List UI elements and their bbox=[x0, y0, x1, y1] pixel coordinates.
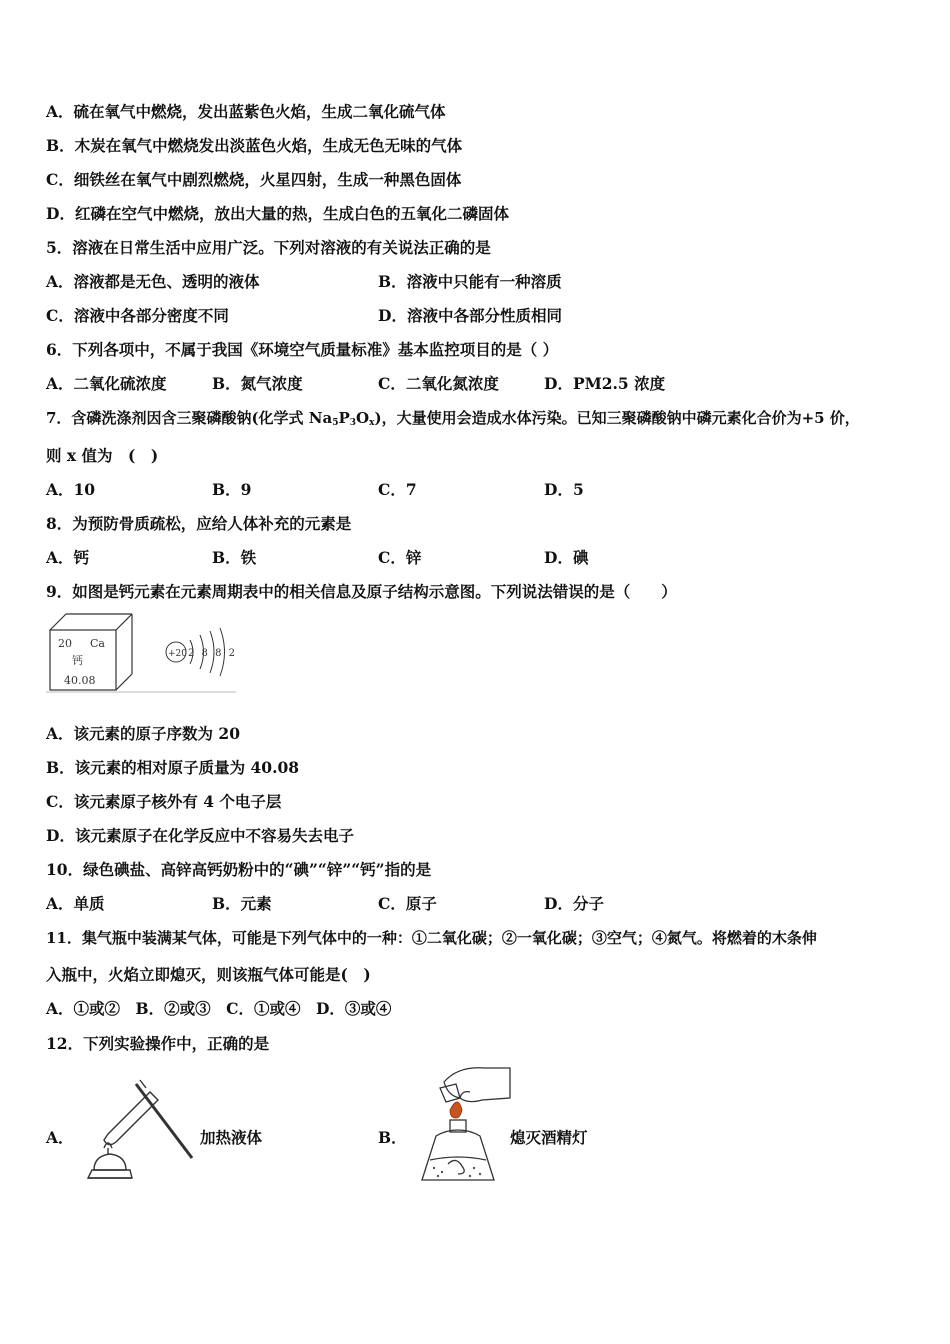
q4-option-b: B．木炭在氧气中燃烧发出淡蓝色火焰，生成无色无味的气体 bbox=[46, 136, 463, 155]
q8-option-c: C．锌 bbox=[378, 548, 422, 567]
q10-option-c: C．原子 bbox=[378, 894, 437, 913]
q8-option-b: B．铁 bbox=[212, 548, 257, 567]
nucleus-charge: +20 bbox=[168, 649, 187, 659]
q6-option-a: A．二氧化硫浓度 bbox=[46, 374, 167, 393]
heating-liquid-illustration bbox=[80, 1078, 198, 1186]
q7-stem-line2: 则 x 值为 ( ) bbox=[46, 446, 159, 465]
q9-option-b: B．该元素的相对原子质量为 40.08 bbox=[46, 758, 300, 777]
tile-atomic-mass: 40.08 bbox=[64, 674, 96, 687]
q12-stem: 12．下列实验操作中，正确的是 bbox=[46, 1034, 270, 1053]
q12-option-a-text: 加热液体 bbox=[200, 1128, 263, 1147]
q5-option-a: A．溶液都是无色、透明的液体 bbox=[46, 272, 260, 291]
tile-symbol: Ca bbox=[90, 637, 105, 650]
calcium-figure bbox=[44, 610, 239, 696]
q9-stem: 9．如图是钙元素在元素周期表中的相关信息及原子结构示意图。下列说法错误的是（ ） bbox=[46, 582, 677, 601]
q5-option-c: C．溶液中各部分密度不同 bbox=[46, 306, 229, 325]
q7-stem: 7．含磷洗涤剂因含三聚磷酸钠(化学式 $Na_5P_3O_x$)，大量使用会造成水体污染。已知三聚磷酸钠中磷元素化合价为+5 价， bbox=[46, 409, 860, 428]
q4-option-d: D．红磷在空气中燃烧，放出大量的热，生成白色的五氧化二磷固体 bbox=[46, 204, 509, 223]
q9-option-a: A．该元素的原子序数为 20 bbox=[46, 724, 240, 743]
q6-stem: 6．下列各项中，不属于我国《环境空气质量标准》基本监控项目的是（ ） bbox=[46, 340, 559, 359]
q7-option-b: B．9 bbox=[212, 480, 252, 499]
q4-option-c: C．细铁丝在氧气中剧烈燃烧，火星四射，生成一种黑色固体 bbox=[46, 170, 462, 189]
q6-option-b: B．氮气浓度 bbox=[212, 374, 303, 393]
q5-stem: 5．溶液在日常生活中应用广泛。下列对溶液的有关说法正确的是 bbox=[46, 238, 491, 257]
q6-option-c: C．二氧化氮浓度 bbox=[378, 374, 499, 393]
q4-option-a: A．硫在氧气中燃烧，发出蓝紫色火焰，生成二氧化硫气体 bbox=[46, 102, 446, 121]
q10-option-a: A．单质 bbox=[46, 894, 105, 913]
q8-option-a: A．钙 bbox=[46, 548, 90, 567]
tile-atomic-number: 20 bbox=[58, 637, 72, 650]
q7-option-d: D．5 bbox=[544, 480, 584, 499]
q10-option-b: B．元素 bbox=[212, 894, 272, 913]
q8-option-d: D．碘 bbox=[544, 548, 589, 567]
extinguishing-lamp-illustration bbox=[404, 1064, 512, 1188]
q11-options: A．①或② B．②或③ C．①或④ D．③或④ bbox=[46, 999, 392, 1018]
tile-element-name: 钙 bbox=[72, 654, 83, 667]
q5-option-b: B．溶液中只能有一种溶质 bbox=[378, 272, 562, 291]
q9-option-d: D．该元素原子在化学反应中不容易失去电子 bbox=[46, 826, 354, 845]
q7-option-c: C．7 bbox=[378, 480, 417, 499]
q10-option-d: D．分子 bbox=[544, 894, 604, 913]
q11-stem: 11．集气瓶中装满某气体，可能是下列气体中的一种：①二氧化碳；②一氧化碳；③空气；④氮气。将燃着的木条伸 bbox=[46, 929, 817, 947]
q10-stem: 10．绿色碘盐、高锌高钙奶粉中的“碘”“锌”“钙”指的是 bbox=[46, 860, 432, 879]
q5-option-d: D．溶液中各部分性质相同 bbox=[378, 306, 562, 325]
q12-option-b-text: 熄灭酒精灯 bbox=[510, 1128, 588, 1147]
q8-stem: 8．为预防骨质疏松，应给人体补充的元素是 bbox=[46, 514, 352, 533]
q9-option-c: C．该元素原子核外有 4 个电子层 bbox=[46, 792, 282, 811]
q12-option-a-letter: A． bbox=[46, 1128, 74, 1147]
q12-option-b-letter: B． bbox=[378, 1128, 407, 1147]
electron-shells: 2 8 8 2 bbox=[188, 648, 237, 659]
q7-option-a: A．10 bbox=[46, 480, 96, 499]
q6-option-d: D．PM2.5 浓度 bbox=[544, 374, 666, 393]
q11-stem-line2: 入瓶中，火焰立即熄灭，则该瓶气体可能是( ) bbox=[46, 965, 371, 984]
